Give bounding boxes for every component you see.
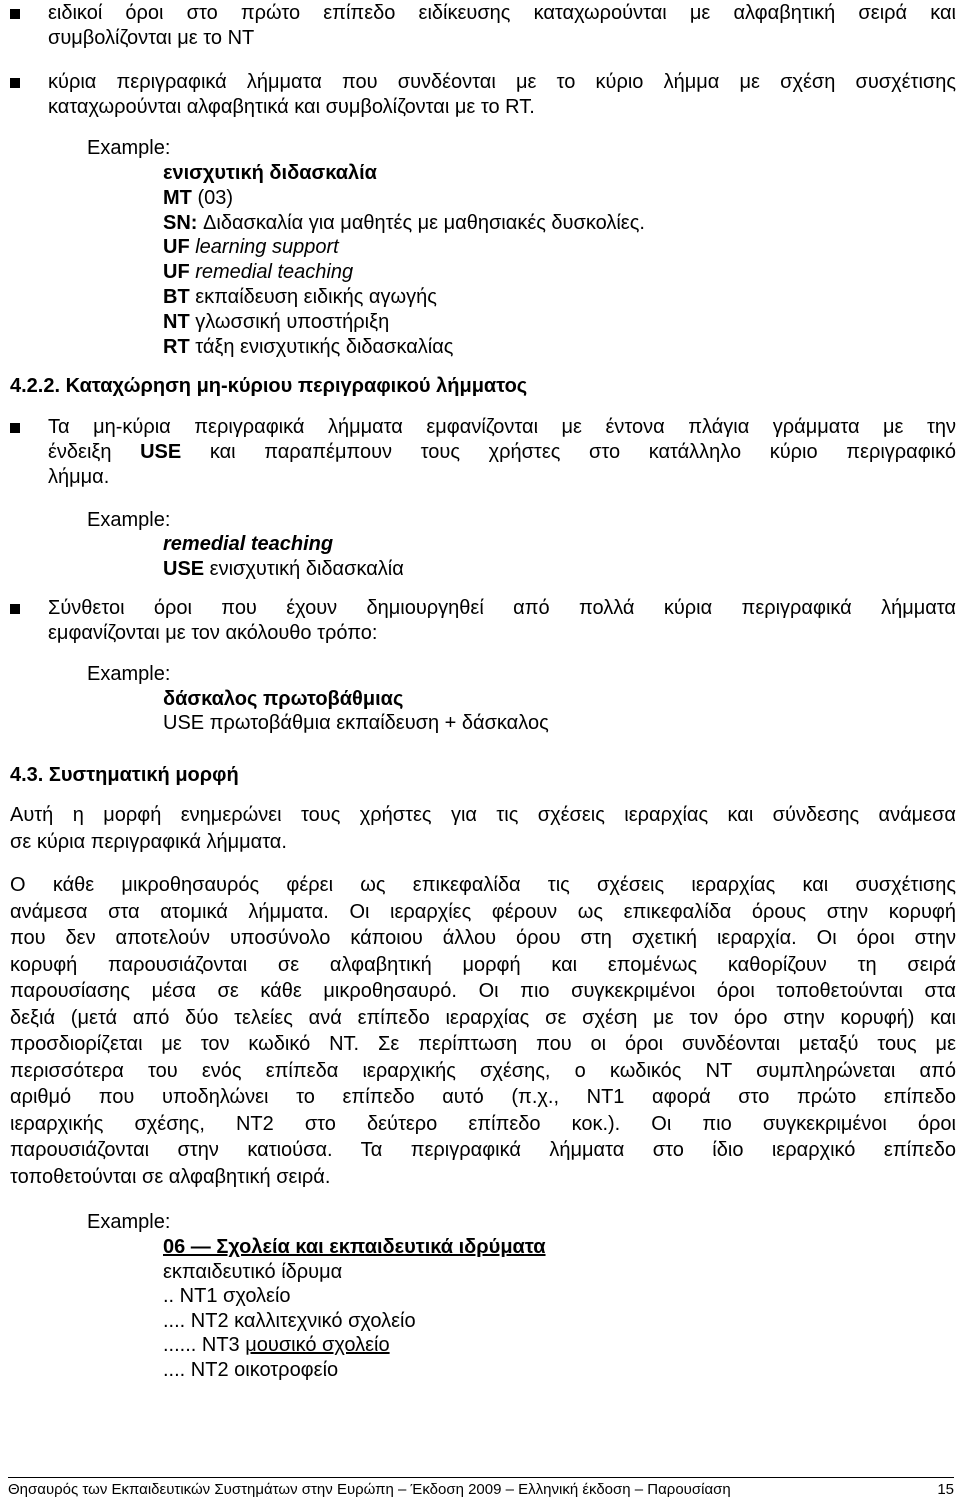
mt-line: MT (03) (163, 187, 234, 209)
example-term: ενισχυτική διδασκαλία (163, 162, 377, 184)
page-number: 15 (937, 1481, 954, 1498)
uf-line: UF learning support (163, 236, 339, 258)
uf-line: UF remedial teaching (163, 261, 354, 283)
bullet-marker (10, 78, 20, 88)
bullet-text: συμβολίζονται με το NT (48, 27, 255, 49)
example-term: remedial teaching (163, 533, 334, 555)
bullet-text: ειδικοί όροι στο πρώτο επίπεδο ειδίκευσης καταχωρούνται με αλφαβητική σειρά και (48, 2, 956, 24)
bullet-text: καταχωρούνται αλφαβητικά και συμβολίζονται με το RT. (48, 96, 535, 118)
example-label: Example: (87, 509, 171, 531)
bullet-text: λήμμα. (48, 466, 110, 488)
section-heading: 4.2.2. Καταχώρηση μη-κύριου περιγραφικού λήμματος (10, 375, 528, 397)
bullet-marker (10, 604, 20, 614)
sn-line: SN: Διδασκαλία για μαθητές με μαθησιακές δυσκολίες. (163, 212, 645, 234)
example-label: Example: (87, 663, 171, 685)
hierarchy-line: .... NT2 καλλιτεχνικό σχολείο (163, 1310, 416, 1332)
section-heading: 4.3. Συστηματική μορφή (10, 764, 239, 786)
underlined-term: μουσικό σχολείο (245, 1334, 390, 1356)
bullet-marker (10, 9, 20, 19)
body-paragraph: Αυτή η μορφή ενημερώνει τους χρήστες για τις σχέσεις ιεραρχίας και σύνδεσης ανάμεσα σε κύρια περιγραφικά λήμματα. (10, 804, 956, 853)
bullet-text: Σύνθετοι όροι που έχουν δημιουργηθεί από πολλά κύρια περιγραφικά λήμματα (48, 597, 956, 619)
hierarchy-line: .. NT1 σχολείο (163, 1285, 291, 1307)
bullet-text: ένδειξη USE και παραπέμπουν τους χρήστες στο κατάλληλο κύριο περιγραφικό (48, 441, 956, 463)
hierarchy-line: εκπαιδευτικό ίδρυμα (163, 1261, 343, 1283)
footer-text: Θησαυρός των Εκπαιδευτικών Συστημάτων στην Ευρώπη – Έκδοση 2009 – Ελληνική έκδοση – Παρουσίαση (8, 1481, 731, 1498)
use-line: USE ενισχυτική διδασκαλία (163, 558, 404, 580)
rt-line: RT τάξη ενισχυτικής διδασκαλίας (163, 336, 454, 358)
hierarchy-line: ...... NT3 μουσικό σχολείο (163, 1334, 390, 1356)
bt-line: BT εκπαίδευση ειδικής αγωγής (163, 286, 437, 308)
body-paragraph: Ο κάθε μικροθησαυρός φέρει ως επικεφαλίδα τις σχέσεις ιεραρχίας και συσχέτισης ανάμεσα στα ατομικά λήμματα. Οι ιεραρχίες φέρουν ως επικεφαλίδα όρους στην κορυφή που δεν αποτελούν υποσύνολο κάποιου άλλου όρου στη σχετική ιεραρχία. Οι όροι στην κορυφή παρουσιάζονται σε αλφαβητική μορφή και επομένως καθορίζουν τη σειρά παρουσίασης μέσα σε κάθε μικροθησαυρό. Οι πιο συγκεκριμένοι όροι τοποθετούνται στα δεξιά (μετά από δύο τελείες ανά επίπεδο ιεραρχίας σε σχέση με τον όρο στην κορυφή) και προσδιορίζεται με τον κωδικό NT. Σε περίπτωση που οι όροι συνδέονται μεταξύ τους με περισσότερα του ενός επίπεδα ιεραρχικής σχέσης, ο κωδικός NT συμπληρώνεται από αριθμό που υποδηλώνει το επίπεδο αυτό (π.χ., NT1 αφορά στο πρώτο επίπεδο ιεραρχικής σχέσης, NT2 στο δεύτερο επίπεδο κοκ.). Οι πιο συγκεκριμένοι όροι παρουσιάζονται στην κατιούσα. Τα περιγραφικά λήμματα στο ίδιο ιεραρχικό επίπεδο τοποθετούνται σε αλφαβητική σειρά. (10, 874, 956, 1188)
bullet-text: εμφανίζονται με τον ακόλουθο τρόπο: (48, 622, 378, 644)
example-label: Example: (87, 137, 171, 159)
footer-rule (8, 1477, 954, 1478)
example-heading: 06 — Σχολεία και εκπαιδευτικά ιδρύματα (163, 1236, 546, 1258)
hierarchy-line: .... NT2 οικοτροφείο (163, 1359, 339, 1381)
use-line: USE πρωτοβάθμια εκπαίδευση + δάσκαλος (163, 712, 549, 734)
example-label: Example: (87, 1211, 171, 1233)
nt-line: NT γλωσσική υποστήριξη (163, 311, 390, 333)
example-term: δάσκαλος πρωτοβάθμιας (163, 688, 404, 710)
bullet-marker (10, 423, 20, 433)
bullet-text: κύρια περιγραφικά λήμματα που συνδέονται με το κύριο λήμμα με σχέση συσχέτισης (48, 71, 956, 93)
bullet-text: Τα μη-κύρια περιγραφικά λήμματα εμφανίζονται με έντονα πλάγια γράμματα με την (48, 416, 956, 438)
